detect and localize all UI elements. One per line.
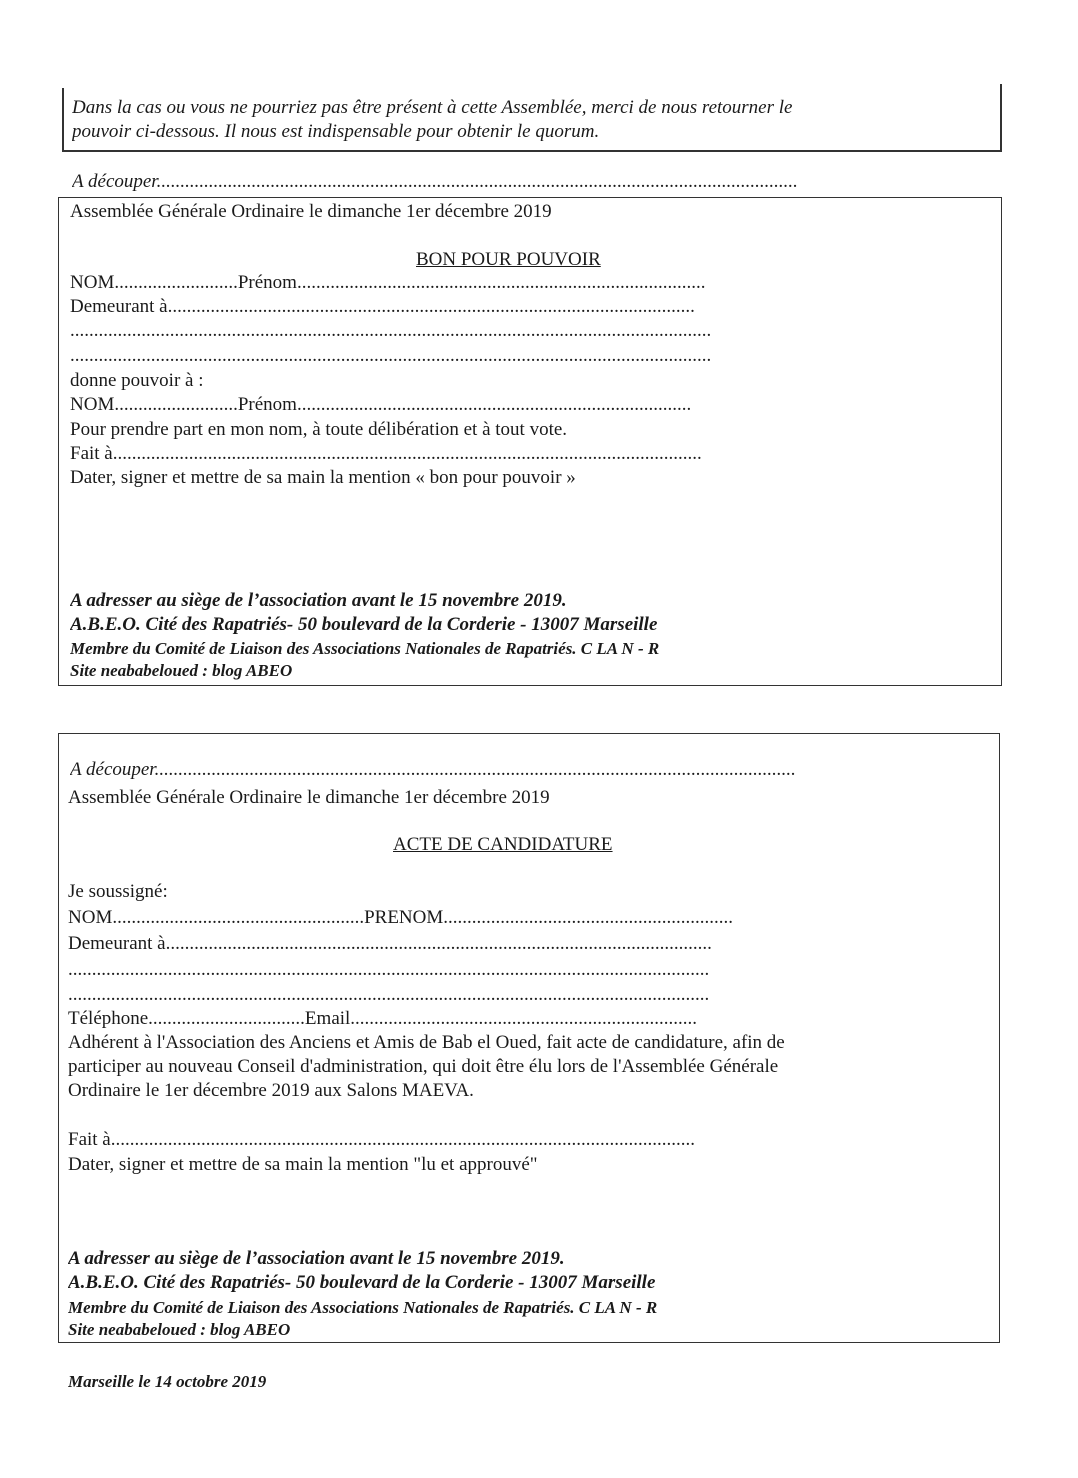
notice-bottom-rule xyxy=(62,150,1002,152)
proxy-title: BON POUR POUVOIR xyxy=(416,249,601,270)
proxy-instruction: Dater, signer et mettre de sa main la mention « bon pour pouvoir » xyxy=(70,467,576,488)
proxy-header: Assemblée Générale Ordinaire le dimanche 1er décembre 2019 xyxy=(70,201,552,222)
candidacy-header: Assemblée Générale Ordinaire le dimanche 1er décembre 2019 xyxy=(68,787,550,808)
candidacy-instruction: Dater, signer et mettre de sa main la mention "lu et approuvé" xyxy=(68,1154,538,1175)
candidacy-demeurant-field[interactable]: Demeurant à................................................................................................................... xyxy=(68,933,712,954)
proxy-footer-address: A.B.E.O. Cité des Rapatriés- 50 boulevard de la Corderie - 13007 Marseille xyxy=(70,614,658,635)
candidacy-title: ACTE DE CANDIDATURE xyxy=(393,834,613,855)
proxy-demeurant-field[interactable]: Demeurant à............................................................................................................... xyxy=(70,296,695,317)
proxy-nom-field[interactable]: NOM..........................Prénom...................................................................................... xyxy=(70,272,706,293)
proxy-footer-send: A adresser au siège de l’association avant le 15 novembre 2019. xyxy=(70,590,567,611)
candidacy-nom-field[interactable]: NOM.....................................................PRENOM............................................................. xyxy=(68,907,734,928)
candidacy-footer-address: A.B.E.O. Cité des Rapatriés- 50 boulevard de la Corderie - 13007 Marseille xyxy=(68,1272,656,1293)
cut-line-proxy: A découper....................................................................................................................................... xyxy=(72,171,798,192)
candidacy-body-line-3: Ordinaire le 1er décembre 2019 aux Salons MAEVA. xyxy=(68,1080,474,1101)
proxy-nom-field-2[interactable]: NOM..........................Prénom................................................................................... xyxy=(70,394,692,415)
candidacy-body-line-1: Adhérent à l'Association des Anciens et Amis de Bab el Oued, fait acte de candidature, afin de xyxy=(68,1032,785,1053)
notice-line-2: pouvoir ci-dessous. Il nous est indispensable pour obtenir le quorum. xyxy=(72,121,600,142)
candidacy-footer-member: Membre du Comité de Liaison des Associations Nationales de Rapatriés. C LA N - R xyxy=(68,1298,658,1317)
candidacy-footer-send: A adresser au siège de l’association avant le 15 novembre 2019. xyxy=(68,1248,565,1269)
candidacy-je-soussigne: Je soussigné: xyxy=(68,881,168,902)
candidacy-address-line-2[interactable]: ....................................................................................................................................... xyxy=(68,984,710,1005)
candidacy-phone-email-field[interactable]: Téléphone.................................Email......................................................................... xyxy=(68,1008,698,1029)
notice-left-rule xyxy=(62,88,64,152)
cut-line-candidacy: A découper....................................................................................................................................... xyxy=(70,759,796,780)
candidacy-address-line-1[interactable]: ....................................................................................................................................... xyxy=(68,959,710,980)
proxy-footer-site: Site neababeloued : blog ABEO xyxy=(70,661,293,680)
proxy-footer-member: Membre du Comité de Liaison des Associations Nationales de Rapatriés. C LA N - R xyxy=(70,639,660,658)
proxy-address-line-2[interactable]: ....................................................................................................................................... xyxy=(70,345,712,366)
candidacy-body-line-2: participer au nouveau Conseil d'administration, qui doit être élu lors de l'Assemblée Générale xyxy=(68,1056,779,1077)
notice-line-1: Dans la cas ou vous ne pourriez pas être présent à cette Assemblée, merci de nous retourner le xyxy=(72,97,793,118)
proxy-donne-pouvoir: donne pouvoir à : xyxy=(70,370,204,391)
proxy-fait-a-field[interactable]: Fait à............................................................................................................................ xyxy=(70,443,702,464)
candidacy-footer-site: Site neababeloued : blog ABEO xyxy=(68,1320,291,1339)
proxy-purpose: Pour prendre part en mon nom, à toute délibération et à tout vote. xyxy=(70,419,568,440)
signoff-date: Marseille le 14 octobre 2019 xyxy=(68,1372,267,1391)
candidacy-fait-a-field[interactable]: Fait à........................................................................................................................... xyxy=(68,1129,695,1150)
notice-right-rule xyxy=(1000,84,1002,152)
proxy-address-line-1[interactable]: ....................................................................................................................................... xyxy=(70,320,712,341)
